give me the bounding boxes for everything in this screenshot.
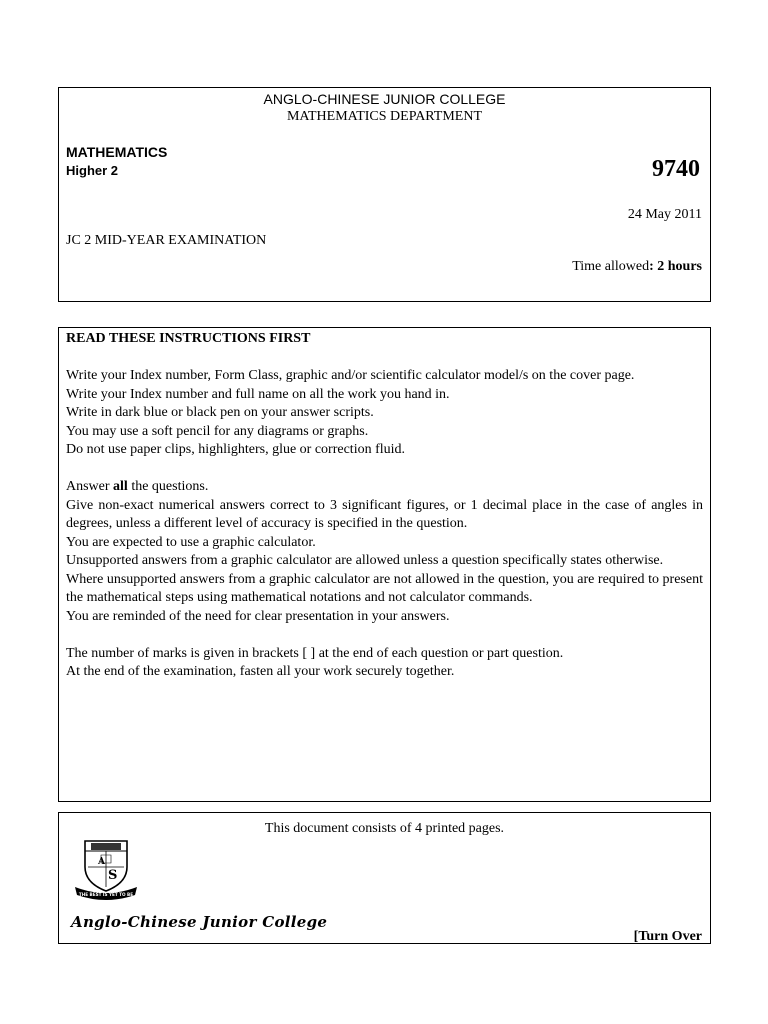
instruction-line: You may use a soft pencil for any diagrams or graphs. (66, 423, 369, 439)
crest-motto: THE BEST IS YET TO BE (78, 892, 134, 897)
page-count-note: This document consists of 4 printed pages. (264, 821, 505, 836)
college-name: ANGLO-CHINESE JUNIOR COLLEGE (263, 91, 506, 107)
instruction-line: Write your Index number, Form Class, graphic and/or scientific calculator model/s on the cover page. (66, 368, 635, 383)
instruction-line: Unsupported answers from a graphic calculator are allowed unless a question specifically states otherwise. (66, 553, 664, 568)
answer-all-line: Answer all the questions. (66, 479, 209, 494)
instructions-title: READ THESE INSTRUCTIONS FIRST (66, 331, 311, 346)
answer-all-bold: all (113, 479, 128, 494)
instruction-line: Do not use paper clips, highlighters, glue or correction fluid. (66, 442, 406, 457)
instruction-line: Give non-exact numerical answers correct to 3 significant figures, or 1 decimal place in the case of angles in degrees, unless a different level of accuracy is specified in the question. (66, 497, 703, 531)
instruction-line: You are reminded of the need for clear presentation in your answers. (66, 608, 450, 624)
instructions-box (58, 327, 711, 802)
svg-text:A: A (98, 857, 105, 867)
paper-code: 9740 (652, 156, 700, 182)
time-value: : 2 hours (649, 259, 702, 274)
instruction-line: Where unsupported answers from a graphic calculator are not allowed in the question, you are required to present the mathematical steps using mathematical notations and not calculator commands. (66, 571, 703, 605)
exam-title: JC 2 MID-YEAR EXAMINATION (66, 233, 267, 248)
instruction-line: You are expected to use a graphic calculator. (66, 534, 316, 550)
instruction-line: The number of marks is given in brackets [ ] at the end of each question or part question. (66, 645, 564, 661)
level: Higher 2 (66, 163, 119, 178)
instruction-line: At the end of the examination, fasten all your work securely together. (66, 664, 455, 679)
header-box (58, 87, 711, 302)
subject: MATHEMATICS (66, 144, 168, 160)
turn-over: [Turn Over (633, 929, 702, 944)
exam-date: 24 May 2011 (627, 207, 702, 222)
college-crest-icon (71, 837, 141, 903)
instruction-line: Write your Index number and full name on all the work you hand in. (66, 386, 450, 402)
instruction-line: Write in dark blue or black pen on your answer scripts. (66, 405, 374, 420)
time-allowed (572, 259, 702, 275)
time-label: Time allowed (572, 259, 650, 274)
college-script-name: Anglo-Chinese Junior College (71, 913, 328, 931)
department-name: MATHEMATICS DEPARTMENT (286, 109, 483, 124)
instructions-content (66, 330, 703, 682)
footer-box (58, 812, 711, 944)
svg-text:S: S (108, 868, 118, 883)
